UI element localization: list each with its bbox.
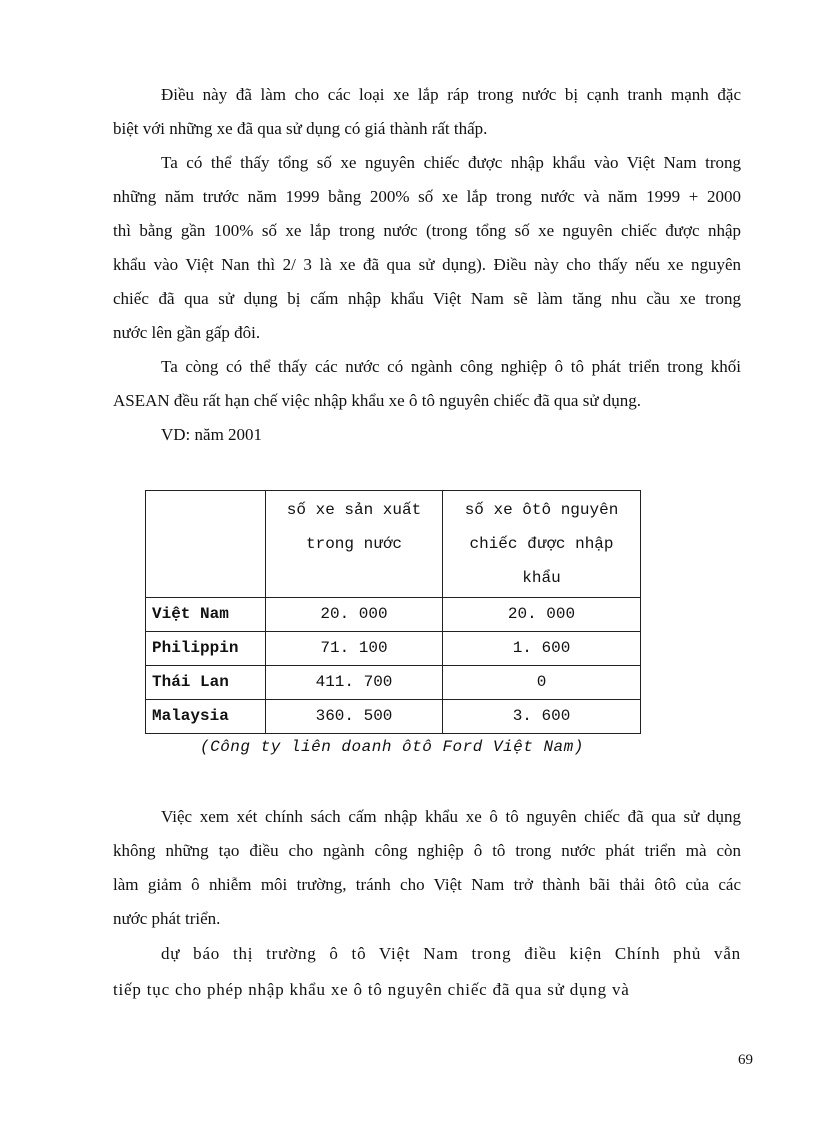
paragraph-2-line-2: những năm trước năm 1999 bằng 200% số xe lắp trong nước và năm 1999 + 2000 xyxy=(113,187,741,206)
produced-cell: 411. 700 xyxy=(266,666,443,700)
paragraph-1-line-2: biệt với những xe đã qua sử dụng có giá thành rất thấp. xyxy=(113,119,488,138)
table-header-empty xyxy=(146,491,266,598)
imported-cell: 0 xyxy=(443,666,641,700)
paragraph-6 xyxy=(113,936,741,1008)
paragraph-3 xyxy=(113,350,741,418)
paragraph-5 xyxy=(113,800,741,936)
imported-cell: 20. 000 xyxy=(443,598,641,632)
produced-cell: 20. 000 xyxy=(266,598,443,632)
table-header-produced-line-1: số xe sản xuất xyxy=(286,501,422,519)
paragraph-4 xyxy=(113,418,741,452)
import-comparison-table xyxy=(145,490,641,734)
table-row xyxy=(146,700,641,734)
table-header-produced xyxy=(266,491,443,598)
country-cell: Philippin xyxy=(146,632,266,666)
produced-cell: 360. 500 xyxy=(266,700,443,734)
paragraph-6-line-1: dự báo thị trường ô tô Việt Nam trong điều kiện Chính phủ vẫn xyxy=(161,944,741,963)
paragraph-2-line-5: chiếc đã qua sử dụng bị cấm nhập khẩu Việt Nam sẽ làm tăng nhu cầu xe trong xyxy=(113,289,741,308)
paragraph-5-line-2: không những tạo điều cho ngành công nghiệp ô tô trong nước phát triển mà còn xyxy=(113,841,741,860)
table-header-imported-line-1: số xe ôtô nguyên xyxy=(464,501,619,519)
paragraph-6-line-2: tiếp tục cho phép nhập khẩu xe ô tô nguyên chiếc đã qua sử dụng và xyxy=(113,980,630,999)
country-cell: Việt Nam xyxy=(146,598,266,632)
table-header-produced-line-2: trong nước xyxy=(305,535,402,553)
table-row xyxy=(146,598,641,632)
example-label: VD: năm 2001 xyxy=(161,425,263,444)
page-number: 69 xyxy=(738,1052,753,1068)
paragraph-1 xyxy=(113,78,741,146)
table-header-imported-line-3: khẩu xyxy=(522,569,561,587)
paragraph-3-line-2: ASEAN đều rất hạn chế việc nhập khẩu xe ô tô nguyên chiếc đã qua sử dụng. xyxy=(113,391,642,410)
table-row xyxy=(146,666,641,700)
paragraph-2-line-1: Ta có thể thấy tổng số xe nguyên chiếc được nhập khẩu vào Việt Nam trong xyxy=(161,153,741,172)
paragraph-2-line-6: nước lên gần gấp đôi. xyxy=(113,323,261,342)
paragraph-5-line-3: làm giảm ô nhiễm môi trường, tránh cho Việt Nam trở thành bãi thải ôtô của các xyxy=(113,875,741,894)
table-row xyxy=(146,632,641,666)
table-source-caption: (Công ty liên doanh ôtô Ford Việt Nam) xyxy=(200,738,584,756)
paragraph-3-line-1: Ta còng có thể thấy các nước có ngành công nghiệp ô tô phát triển trong khối xyxy=(161,357,741,376)
table-header-imported-line-2: chiếc được nhập xyxy=(469,535,614,553)
table-header-row xyxy=(146,491,641,598)
imported-cell: 1. 600 xyxy=(443,632,641,666)
paragraph-5-line-4: nước phát triển. xyxy=(113,909,221,928)
country-cell: Malaysia xyxy=(146,700,266,734)
country-cell: Thái Lan xyxy=(146,666,266,700)
produced-cell: 71. 100 xyxy=(266,632,443,666)
paragraph-1-line-1: Điều này đã làm cho các loại xe lắp ráp trong nước bị cạnh tranh mạnh đặc xyxy=(161,85,741,104)
paragraph-5-line-1: Việc xem xét chính sách cấm nhập khẩu xe ô tô nguyên chiếc đã qua sử dụng xyxy=(161,807,741,826)
table-header-imported xyxy=(443,491,641,598)
paragraph-2-line-3: thì bằng gần 100% số xe lắp trong nước (trong tổng số xe nguyên chiếc được nhập xyxy=(113,221,741,240)
paragraph-2 xyxy=(113,146,741,350)
imported-cell: 3. 600 xyxy=(443,700,641,734)
paragraph-2-line-4: khẩu vào Việt Nan thì 2/ 3 là xe đã qua sử dụng). Điều này cho thấy nếu xe nguyên xyxy=(113,255,741,274)
